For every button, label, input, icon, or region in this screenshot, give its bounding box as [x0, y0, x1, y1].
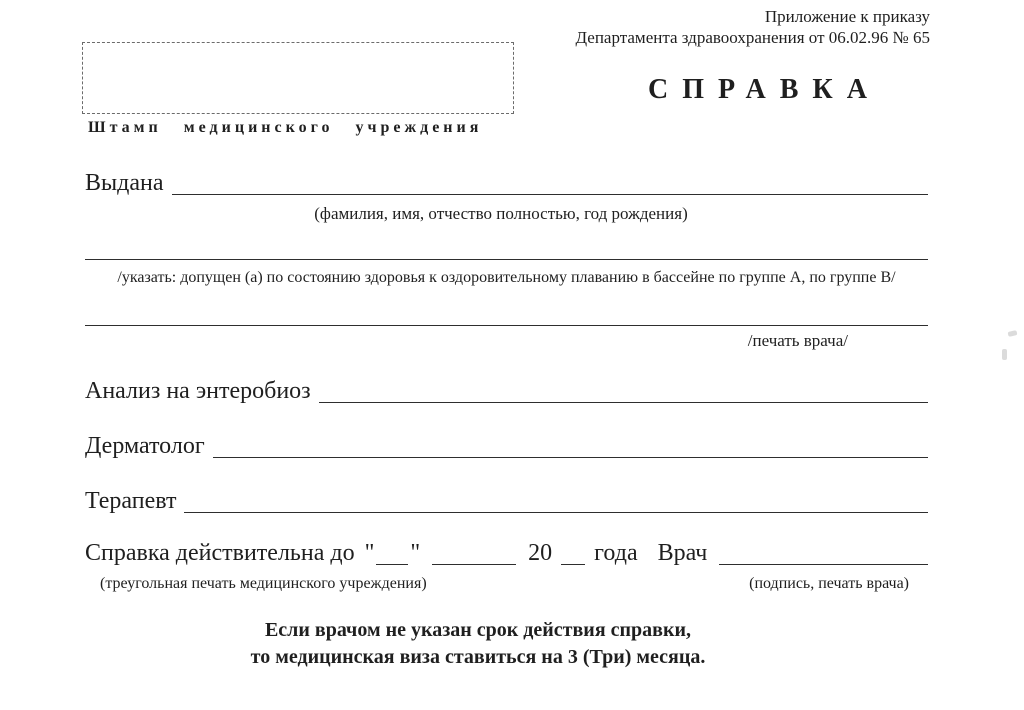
- footer-line2: то медицинская виза ставиться на 3 (Три) месяца.: [250, 646, 706, 668]
- triangle-seal-hint: (треугольная печать медицинского учреждения): [100, 575, 427, 592]
- enterobiosis-row: [85, 378, 928, 406]
- dermatologist-label: Дерматолог: [85, 433, 205, 459]
- footer-note: [0, 617, 956, 671]
- appendix-line1: Приложение к приказу: [764, 7, 930, 26]
- certificate-title: СПРАВКА: [648, 74, 881, 105]
- second-blank-line: [85, 306, 928, 326]
- month-blank: [432, 564, 516, 565]
- doctor-seal-hint: /печать врача/: [747, 331, 848, 350]
- dermatologist-row: [85, 433, 928, 461]
- open-quote: ": [364, 540, 375, 566]
- close-quote: ": [410, 540, 421, 566]
- appendix-note: [575, 6, 930, 48]
- day-blank: [376, 564, 408, 565]
- appendix-line2: Департамента здравоохранения от 06.02.96 № 65: [575, 28, 930, 47]
- enterobiosis-label: Анализ на энтеробиоз: [85, 378, 311, 404]
- issued-label: Выдана: [85, 170, 164, 196]
- doctor-label: Врач: [657, 540, 708, 566]
- signature-hint: (подпись, печать врача): [749, 575, 909, 592]
- validity-row: [85, 540, 928, 568]
- therapist-row: [85, 488, 928, 516]
- dermatologist-blank: [213, 457, 928, 458]
- footer-line1: Если врачом не указан срок действия справки,: [264, 619, 692, 641]
- validity-label: Справка действительна до: [85, 540, 355, 566]
- issued-row: [85, 170, 928, 198]
- stamp-box: [82, 42, 514, 114]
- purpose-blank-line: [85, 240, 928, 260]
- issued-hint: (фамилия, имя, отчество полностью, год рождения): [314, 204, 688, 223]
- year-century: 20: [528, 540, 553, 566]
- purpose-hint: /указать: допущен (а) по состоянию здоровья к оздоровительному плаванию в бассейне по группе А, по группе В/: [117, 269, 896, 286]
- enterobiosis-blank: [319, 402, 928, 403]
- bottom-hints-row: [85, 575, 923, 593]
- stamp-caption: Штамп медицинского учреждения: [88, 119, 483, 136]
- year-word: года: [594, 540, 638, 566]
- year-blank: [561, 564, 585, 565]
- scan-artifact: [1002, 349, 1007, 360]
- issued-blank: [172, 194, 929, 195]
- therapist-blank: [184, 512, 928, 513]
- scan-artifact: [1008, 330, 1018, 337]
- doctor-name-blank: [719, 564, 928, 565]
- therapist-label: Терапевт: [85, 488, 177, 514]
